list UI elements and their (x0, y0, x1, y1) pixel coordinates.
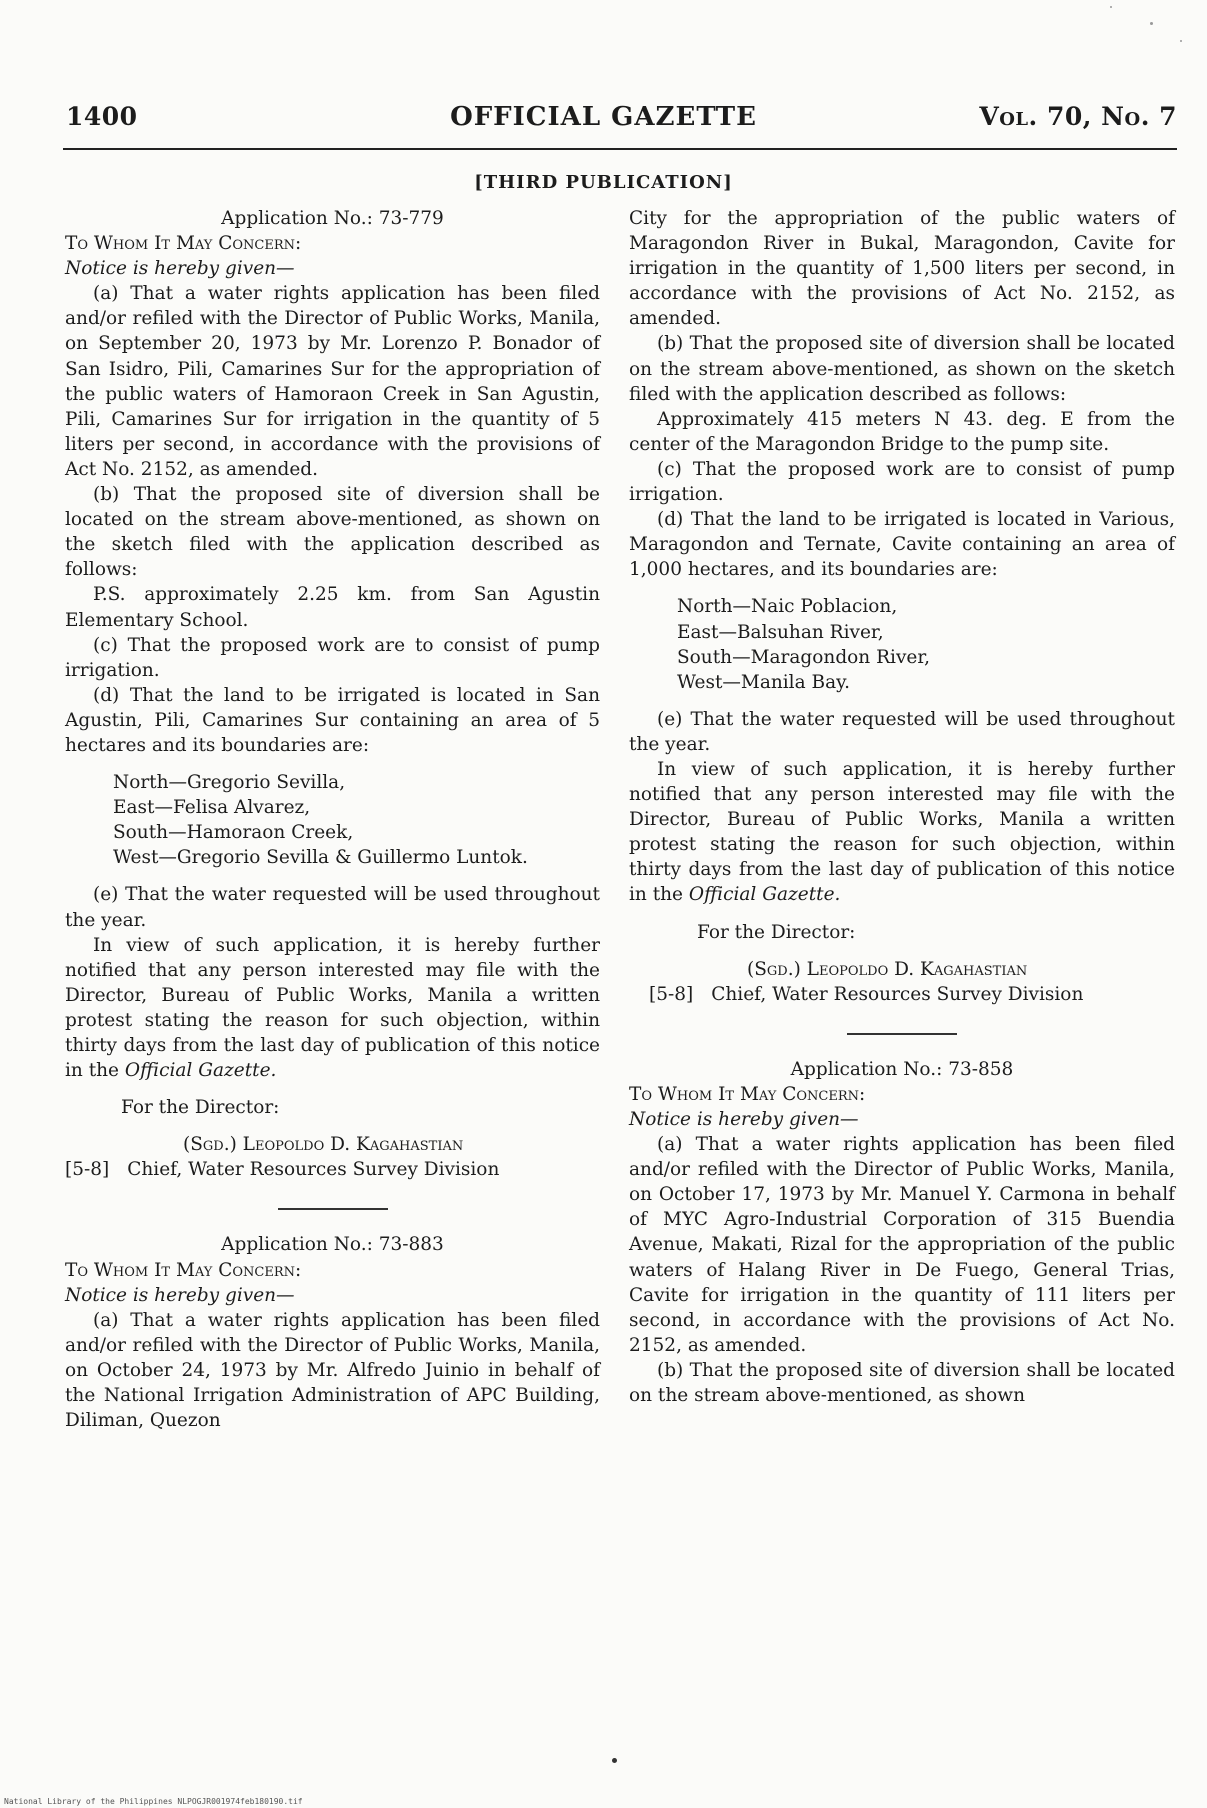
scan-speck (1150, 22, 1153, 25)
paragraph-b: (b) That the proposed site of diversion shall be located on the stream above-mentioned, as shown (629, 1359, 1175, 1407)
for-director: For the Director: (697, 921, 856, 943)
section-divider (847, 1033, 957, 1035)
paragraph-e: (e) That the water requested will be used throughout the year. (65, 884, 600, 931)
boundary-item: North—Naic Poblacion, (677, 596, 898, 618)
gazette-title: OFFICIAL GAZETTE (450, 102, 757, 132)
scan-speck (1110, 6, 1112, 8)
protest-text: In view of such application, it is hereby further notified that any person interested may file with the Director, Bureau of Public Works, Manila a written protest stating the reason for such objection, within thirty days from the last day of publication of this notice in the (65, 934, 600, 1082)
paragraph-a: (a) That a water rights application has been filed and/or refiled with the Director of Public Works, Manila, on October 24, 1973 by Mr. Alfredo Juinio in behalf of the National Irrigation Administration of APC Building, Diliman, Quezon (65, 1309, 600, 1432)
signatory-title: Chief, Water Resources Survey Division (711, 983, 1084, 1005)
paragraph-a-continued: City for the appropriation of the public waters of Maragondon River in Bukal, Maragondon, Cavite for irrigation in the quantity of 1,500 liters per second, in accordance with the provisions of Act No. 2152, as amended. (629, 208, 1175, 330)
paragraph-e: (e) That the water requested will be used throughout the year. (629, 708, 1175, 755)
scan-speck (612, 1758, 617, 1763)
boundary-item: West—Manila Bay. (677, 671, 851, 693)
right-column (629, 206, 1175, 1408)
volume-number: Vol. 70, No. 7 (979, 102, 1177, 131)
paragraph-d: (d) That the land to be irrigated is located in Various, Maragondon and Ternate, Cavite containing an area of 1,000 hectares, and its boundaries are: (629, 509, 1175, 581)
publication-heading: [THIRD PUBLICATION] (474, 172, 733, 193)
application-title: Application No.: 73-779 (221, 208, 444, 229)
application-title: Application No.: 73-883 (221, 1234, 444, 1256)
protest-notice (65, 933, 600, 1084)
salutation: To Whom It May Concern: (65, 233, 302, 255)
paragraph-b: (b) That the proposed site of diversion shall be located on the stream above-mentioned, as shown on the sketch filed with the application described as follows: (629, 333, 1175, 405)
boundary-item: South—Maragondon River, (677, 646, 931, 668)
paragraph-b: (b) That the proposed site of diversion shall be located on the stream above-mentioned, as shown on the sketch filed with the application described as follows: (65, 484, 600, 581)
header-rule (63, 148, 1177, 150)
left-column (65, 206, 600, 1433)
notice-heading: Notice is hereby given— (629, 1109, 859, 1130)
gazette-reference: Official Gazette. (688, 884, 841, 906)
diversion-site: P.S. approximately 2.25 km. from San Agustin Elementary School. (65, 584, 600, 631)
boundary-item: South—Hamoraon Creek, (113, 822, 354, 844)
notice-heading: Notice is hereby given— (65, 258, 295, 280)
protest-text: In view of such application, it is hereby further notified that any person interested may file with the Director, Bureau of Public Works, Manila a written protest stating the reason for such objection, within thirty days from the last day of publication of this notice in the (629, 758, 1175, 906)
scan-speck (1180, 40, 1182, 42)
notice-heading: Notice is hereby given— (65, 1284, 295, 1306)
publication-code: [5-8] (649, 983, 694, 1005)
publication-code: [5-8] (65, 1159, 110, 1181)
page-number: 1400 (66, 102, 138, 131)
section-divider (278, 1208, 388, 1210)
scan-footer: National Library of the Philippines NLPOGJR001974feb180190.tif (4, 1797, 303, 1806)
paragraph-a: (a) That a water rights application has been filed and/or refiled with the Director of Public Works, Manila, on October 17, 1973 by Mr. Manuel Y. Carmona in behalf of MYC Agro-Industrial Corporation of 315 Buendia Avenue, Makati, Rizal for the appropriation of the public waters of Halang River in De Fuego, General Trias, Cavite for irrigation in the quantity of 111 liters per second, in accordance with the provisions of Act No. 2152, as amended. (629, 1134, 1175, 1356)
signature-block (629, 982, 1175, 1007)
boundary-item: East—Balsuhan River, (677, 621, 884, 643)
application-title: Application No.: 73-858 (790, 1058, 1014, 1080)
paragraph-c: (c) That the proposed work are to consist of pump irrigation. (65, 634, 600, 681)
signatory-title: Chief, Water Resources Survey Division (127, 1159, 500, 1181)
paragraph-a: (a) That a water rights application has been filed and/or refiled with the Director of Public Works, Manila, on September 20, 1973 by Mr. Lorenzo P. Bonador of San Isidro, Pili, Camarines Sur for the appropriation of the public waters of Hamoraon Creek in San Agustin, Pili, Camarines Sur for irrigation in the quantity of 5 liters per second, in accordance with the provisions of Act No. 2152, as amended. (65, 283, 600, 480)
paragraph-d: (d) That the land to be irrigated is located in San Agustin, Pili, Camarines Sur containing an area of 5 hectares and its boundaries are: (65, 684, 600, 756)
signature-block (65, 1157, 600, 1182)
signatory: (Sgd.) Leopoldo D. Kagahastian (183, 1134, 464, 1156)
boundary-item: West—Gregorio Sevilla & Guillermo Luntok. (113, 847, 528, 869)
boundary-item: North—Gregorio Sevilla, (113, 772, 346, 794)
salutation: To Whom It May Concern: (629, 1083, 866, 1105)
paragraph-c: (c) That the proposed work are to consist of pump irrigation. (629, 458, 1175, 506)
signatory: (Sgd.) Leopoldo D. Kagahastian (747, 958, 1028, 980)
for-director: For the Director: (121, 1097, 280, 1119)
protest-notice (629, 757, 1175, 908)
diversion-site: Approximately 415 meters N 43. deg. E from the center of the Maragondon Bridge to the pump site. (629, 408, 1175, 455)
boundary-item: East—Felisa Alvarez, (113, 797, 311, 819)
salutation: To Whom It May Concern: (65, 1259, 302, 1281)
gazette-reference: Official Gazette. (124, 1060, 277, 1082)
